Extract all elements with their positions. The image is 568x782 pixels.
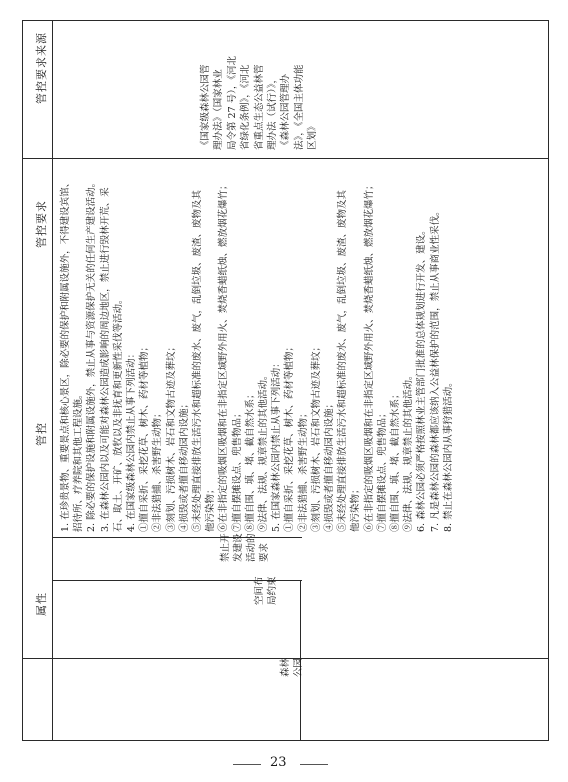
source-line: 《国家级森林公园管	[200, 64, 211, 150]
control-subcategory-line-2: 发建设	[233, 533, 244, 562]
requirement-line: 6. 森林公园必须严格按照林业主管部门批准的总体规划进行开发、建设。	[416, 225, 428, 532]
source-line: 《森林公园管理办	[280, 73, 292, 150]
col-divider-subcategory	[52, 537, 302, 538]
source-line: 区划》	[307, 121, 319, 150]
header-attribute: 属性	[35, 592, 48, 616]
attribute-value-line-2: 公园	[293, 657, 304, 677]
requirement-line: ③刻划、污损树木、岩石和文物古迹及葬坟；	[310, 341, 322, 532]
requirement-line: ⑥在非指定的吸烟区吸烟和在非指定区域野外用火、焚烧香蜡纸烛、燃放烟花爆竹；	[363, 180, 375, 532]
requirement-line: ⑧擅自围、填、堵、截自然水系；	[390, 389, 401, 532]
requirement-line: ④损毁或者擅自移动园内设施；	[324, 398, 335, 532]
header-requirement: 管控要求	[35, 200, 48, 248]
source-line: 省绿化条例》，《河北	[240, 64, 252, 150]
source-line: 局令第 27 号），《河北	[226, 55, 238, 150]
requirement-line: 3. 在森林公园内以及可能对森林公园造成影响的周边地区，禁止进行毁林开荒、采	[99, 187, 111, 532]
requirement-line: ⑦擅自摆摊设点、兜售物品；	[376, 408, 388, 532]
source-line: 理办法（试行）》，	[267, 73, 278, 150]
requirement-line: ②非法猎捕、杀害野生动物；	[152, 408, 164, 532]
requirement-line: 7. 凡是森林公园的森林都应该纳入公益林保护的范围，禁止从事商业性采伐。	[429, 206, 441, 532]
requirement-line: ③刻划、污损树木、岩石和文物古迹及葬坟；	[165, 341, 177, 532]
table-border-top	[22, 20, 548, 21]
requirement-line: 2. 除必要的保护设施和附属设施外，禁止从事与资源保护无关的任何生产建设活动。	[86, 177, 98, 532]
requirement-line: ⑦擅自摆摊设点、兜售物品；	[231, 408, 243, 532]
page-number: 23	[270, 755, 287, 770]
requirement-line: 石、取土、开矿、放牧以及非抚育和更新性采伐等活动。	[112, 294, 124, 532]
attribute-value-line-1: 森林	[280, 657, 291, 677]
requirement-line: 他污染物；	[350, 484, 362, 532]
requirement-line: ⑤未经处理直接排放生活污水和超标准的废水、废气，乱倒垃圾、废渣、废物及其	[192, 189, 203, 532]
col-divider-requirement	[22, 158, 548, 159]
requirement-line: ①擅自采折、采挖花草、树木、药材等植物；	[139, 341, 151, 532]
control-subcategory-line-1: 禁止开	[220, 533, 231, 562]
requirement-line: 1. 在珍贵景物、重要景点和核心景区，除必要的保护和附属设施外，不得建设宾馆、	[60, 177, 71, 532]
requirement-line: 8. 禁止在森林公园内从事狩猎活动。	[442, 377, 454, 532]
header-control: 管控	[35, 422, 48, 446]
requirement-line: ⑥在非指定的吸烟区吸烟和在非指定区域野外用火、焚烧香蜡纸烛、燃放烟花爆竹；	[218, 180, 230, 532]
requirement-line: ⑨法律、法规、规章禁止的其他活动。	[258, 370, 269, 532]
footer-dash-left	[233, 764, 261, 765]
source-line: 理办法》（国家林业	[213, 69, 225, 150]
table-border-bottom	[22, 740, 548, 741]
source-line: 法》，《全国主体功能	[293, 64, 305, 150]
requirement-line: ⑤未经处理直接排放生活污水和超标准的废水、废气，乱倒垃圾、废渣、废物及其	[337, 189, 349, 532]
source-line: 省重点生态公益林管	[253, 64, 265, 150]
footer-dash-right	[300, 764, 328, 765]
requirement-line: 招待所、疗养院和其他工程设施。	[73, 389, 85, 532]
requirement-line: ⑨法律、法规、规章禁止的其他活动。	[403, 370, 415, 532]
control-subcategory-line-3: 活动的	[246, 533, 257, 562]
requirement-line: ①擅自采折、采挖花草、树木、药材等植物；	[284, 341, 296, 532]
requirement-line: ④损毁或者擅自移动园内设施；	[178, 398, 190, 532]
requirement-line: 5. 在国家森林公园内禁止从事下列活动：	[271, 358, 283, 532]
table-border-right	[548, 20, 549, 741]
control-category-line-2: 局约束	[267, 576, 278, 605]
header-row-divider	[52, 20, 53, 740]
table-border-left	[22, 20, 23, 740]
control-category-line-1: 空间布	[254, 576, 265, 605]
header-source: 管控要求来源	[35, 32, 48, 104]
requirement-line: 4. 在国家级森林公园内禁止从事下列活动：	[126, 348, 137, 532]
control-subcategory-line-4: 要求	[259, 542, 270, 562]
requirement-line: ⑧擅自围、填、堵、截自然水系；	[244, 389, 256, 532]
requirement-line: ②非法猎捕、杀害野生动物；	[297, 408, 309, 532]
requirement-line: 他污染物；	[205, 484, 217, 532]
